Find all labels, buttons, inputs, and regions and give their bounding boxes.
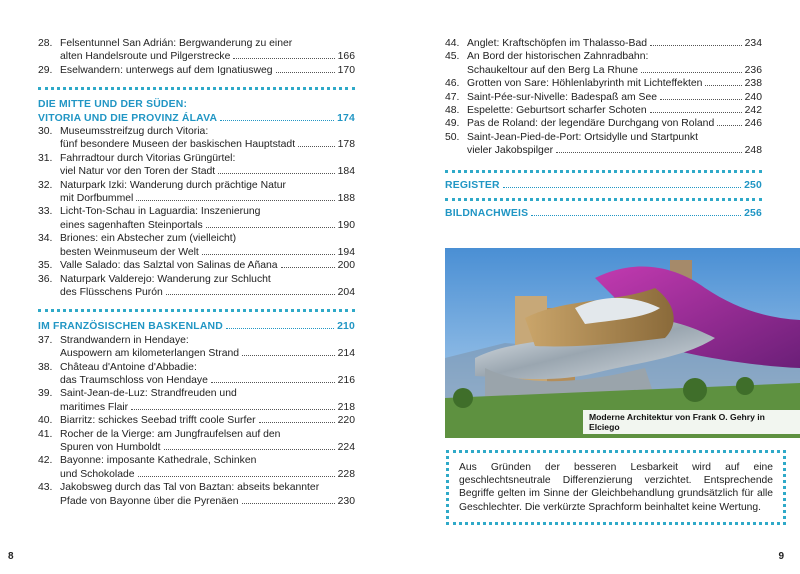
entry-number: 31. [38, 152, 53, 164]
entry-line [60, 125, 355, 138]
entry-body [60, 232, 355, 259]
toc-entry[interactable] [38, 152, 355, 179]
entry-title: Schaukeltour auf den Berg La Rhune [467, 64, 638, 76]
entry-body [60, 125, 355, 152]
entry-number: 50. [445, 131, 460, 143]
dot-leader [218, 173, 334, 174]
entry-line [60, 441, 355, 454]
entry-title: Naturpark Izki: Wanderung durch prächtige Natur [60, 179, 287, 191]
entry-number: 33. [38, 206, 53, 218]
dot-leader [166, 294, 335, 295]
entry-title: Museumsstreifzug durch Vitoria: [60, 126, 209, 138]
entry-body [467, 131, 762, 158]
entry-line [60, 232, 355, 245]
page-ref: 248 [744, 145, 762, 157]
entry-title: Felsentunnel San Adrián: Bergwanderung zu einer [60, 38, 293, 49]
entry-line [60, 387, 355, 400]
entry-title: fünf besondere Museen der baskischen Hauptstadt [60, 139, 296, 151]
entry-number: 44. [445, 38, 460, 49]
dotted-separator [445, 170, 762, 173]
entry-title: Anglet: Kraftschöpfen im Thalasso-Bad [467, 38, 648, 49]
entry-line [60, 428, 355, 441]
entry-body [60, 414, 355, 427]
entry-title: maritimes Flair [60, 401, 129, 413]
entry-title: Rocher de la Vierge: am Jungfraufelsen auf den [60, 428, 281, 440]
toc-entry[interactable] [38, 205, 355, 232]
entry-line [60, 192, 355, 205]
entry-line [467, 91, 762, 104]
entry-body [60, 152, 355, 179]
toc-group-top [38, 37, 355, 77]
page-ref: 228 [337, 468, 355, 480]
dot-leader [259, 422, 335, 423]
entry-body [467, 77, 762, 90]
dot-leader [131, 409, 335, 410]
entry-title: das Traumschloss von Hendaye [60, 374, 208, 386]
dot-leader [211, 382, 335, 383]
dot-leader [650, 112, 742, 113]
entry-title: Château d'Antoine d'Abbadie: [60, 361, 197, 373]
page-ref: 234 [744, 38, 762, 49]
dot-leader [650, 45, 742, 46]
entry-line [467, 50, 762, 63]
entry-title: mit Dorfbummel [60, 193, 134, 205]
entry-title: Naturpark Valderejo: Wanderung zur Schlucht [60, 273, 271, 285]
entry-title: Grotten von Sare: Höhlenlabyrinth mit Lichteffekten [467, 78, 703, 90]
entry-line [60, 481, 355, 494]
page-ref: 246 [744, 118, 762, 130]
entry-title: Saint-Jean-de-Luz: Strandfreuden und [60, 388, 237, 400]
entry-line [60, 37, 355, 50]
entry-body [467, 37, 762, 50]
entry-line [60, 401, 355, 414]
entry-line [60, 374, 355, 387]
dotted-separator [38, 309, 355, 312]
page-ref: 220 [337, 415, 355, 427]
page-ref: 240 [744, 91, 762, 103]
register-link[interactable]: REGISTER 250 [445, 179, 762, 191]
dot-leader [233, 58, 334, 59]
entry-line [60, 286, 355, 299]
photo-caption: Moderne Architektur von Frank O. Gehry in Elciego [583, 410, 800, 434]
entry-line [60, 495, 355, 508]
entry-line [60, 205, 355, 218]
section-heading-mitte[interactable] [38, 98, 355, 125]
toc-group-mitte [38, 125, 355, 299]
dot-leader [503, 187, 741, 188]
toc-entry[interactable] [38, 454, 355, 481]
section-heading-baskenland[interactable]: IM FRANZÖSISCHEN BASKENLAND 210 [38, 321, 355, 333]
entry-number: 29. [38, 64, 53, 76]
dot-leader [220, 120, 334, 121]
entry-number: 34. [38, 233, 53, 245]
entry-title: Saint-Jean-Pied-de-Port: Ortsidylle und Startpunkt [467, 131, 699, 143]
toc-entry[interactable] [445, 37, 762, 50]
gehry-building-photo [445, 248, 800, 438]
entry-body [60, 428, 355, 455]
entry-line [60, 64, 355, 77]
toc-entry[interactable] [38, 37, 355, 64]
toc-entry[interactable] [445, 104, 762, 117]
entry-title: Eselwandern: unterwegs auf dem Ignatiusweg [60, 64, 273, 76]
dot-leader [660, 99, 742, 100]
entry-number: 30. [38, 126, 53, 138]
entry-line [60, 347, 355, 360]
page-ref: 210 [337, 321, 355, 333]
dot-leader [226, 328, 334, 329]
dotted-separator [38, 87, 355, 90]
page-ref: 178 [337, 139, 355, 151]
toc-entry[interactable] [445, 91, 762, 104]
entry-title: Espelette: Geburtsort scharfer Schoten [467, 105, 647, 117]
entry-body [467, 104, 762, 117]
page-ref: 256 [744, 208, 762, 220]
toc-entry[interactable] [38, 273, 355, 300]
entry-number: 47. [445, 91, 460, 103]
gender-notice-box: Aus Gründen der besseren Lesbarkeit wird auf eine geschlechtsneutrale Differenzierung verzichtet. Entsprechende Begriffe gelten im Sinne der Gleichbehandlung grundsätzlich für alle Geschlechter. Die verkürzte Sprachform beinhaltet keine Wertung. [446, 450, 786, 525]
toc-entry[interactable] [38, 259, 355, 272]
entry-title: Saint-Pée-sur-Nivelle: Badespaß am See [467, 91, 658, 103]
entry-body [60, 387, 355, 414]
entry-body [60, 273, 355, 300]
page-ref: 250 [744, 179, 762, 191]
dotted-separator [445, 198, 762, 201]
entry-title: Pfade von Bayonne über die Pyrenäen [60, 495, 239, 507]
entry-body [467, 91, 762, 104]
entry-line [60, 138, 355, 151]
entry-body [60, 259, 355, 272]
entry-body [60, 205, 355, 232]
entry-line [60, 468, 355, 481]
entry-body [60, 454, 355, 481]
entry-title: Bayonne: imposante Kathedrale, Schinken [60, 455, 257, 467]
entry-body [467, 50, 762, 77]
page-ref: 190 [337, 219, 355, 231]
entry-body [467, 117, 762, 130]
entry-body [60, 64, 355, 77]
toc-entry[interactable] [38, 64, 355, 77]
section-heading-line2: VITORIA UND DIE PROVINZ ÁLAVA 174 [38, 112, 355, 124]
toc-entry[interactable] [445, 131, 762, 158]
entry-line [60, 361, 355, 374]
entry-line [467, 64, 762, 77]
entry-number: 35. [38, 260, 53, 272]
entry-body [60, 361, 355, 388]
page-ref: 204 [337, 286, 355, 298]
dot-leader [202, 254, 335, 255]
dot-leader [164, 449, 335, 450]
entry-title: An Bord der historischen Zahnradbahn: [467, 51, 649, 63]
dot-leader [138, 476, 335, 477]
toc-entry[interactable] [445, 77, 762, 90]
entry-body [60, 334, 355, 361]
entry-number: 36. [38, 273, 53, 285]
entry-title: Biarritz: schickes Seebad trifft coole Surfer [60, 415, 256, 427]
section-heading-line1: DIE MITTE UND DER SÜDEN: [38, 99, 188, 111]
entry-title: alten Handelsroute und Pilgerstrecke [60, 51, 231, 63]
entry-title: Spuren von Humboldt [60, 441, 161, 453]
toc-left [38, 37, 355, 508]
toc-entry[interactable] [38, 179, 355, 206]
entry-title: Pas de Roland: der legendäre Durchgang von Roland [467, 118, 715, 130]
dot-leader [556, 152, 742, 153]
page-number-right: 9 [778, 551, 784, 562]
entry-number: 49. [445, 118, 460, 130]
page-ref: 214 [337, 348, 355, 360]
entry-number: 38. [38, 361, 53, 373]
dot-leader [281, 267, 335, 268]
dot-leader [298, 146, 335, 147]
entry-number: 45. [445, 51, 460, 63]
entry-line [60, 273, 355, 286]
entry-line [60, 454, 355, 467]
dot-leader [206, 227, 335, 228]
toc-group-baskenland [38, 334, 355, 508]
entry-line [60, 179, 355, 192]
entry-body [60, 37, 355, 64]
toc-group-right [445, 37, 762, 158]
entry-number: 48. [445, 105, 460, 117]
toc-entry[interactable] [445, 117, 762, 130]
page-number-left: 8 [8, 551, 14, 562]
dot-leader [705, 85, 741, 86]
entry-number: 42. [38, 455, 53, 467]
page-ref: 188 [337, 193, 355, 205]
entry-number: 46. [445, 78, 460, 90]
toc-entry[interactable] [38, 428, 355, 455]
dot-leader [242, 355, 335, 356]
entry-number: 32. [38, 179, 53, 191]
toc-entry[interactable] [38, 232, 355, 259]
entry-title: Valle Salado: das Salztal von Salinas de Añana [60, 260, 278, 272]
entry-body [60, 179, 355, 206]
entry-title: Briones: ein Abstecher zum (vielleicht) [60, 233, 237, 245]
page-ref: 174 [337, 112, 355, 124]
page-ref: 218 [337, 401, 355, 413]
page-ref: 216 [337, 374, 355, 386]
page-ref: 242 [744, 105, 762, 117]
toc-entry[interactable] [445, 50, 762, 77]
entry-number: 41. [38, 428, 53, 440]
dot-leader [531, 215, 741, 216]
dot-leader [136, 200, 334, 201]
entry-line [60, 152, 355, 165]
entry-line [60, 165, 355, 178]
toc-entry[interactable] [38, 125, 355, 152]
toc-right [445, 37, 762, 220]
right-page [400, 0, 800, 574]
entry-number: 43. [38, 482, 53, 494]
entry-title: vieler Jakobspilger [467, 145, 554, 157]
entry-line [467, 37, 762, 50]
toc-entry[interactable] [38, 361, 355, 388]
entry-body [60, 481, 355, 508]
entry-title: viel Natur vor den Toren der Stadt [60, 166, 216, 178]
page-ref: 238 [744, 78, 762, 90]
dot-leader [641, 72, 742, 73]
entry-title: Auspowern am kilometerlangen Strand [60, 348, 240, 360]
page-ref: 170 [337, 64, 355, 76]
page-ref: 230 [337, 495, 355, 507]
toc-entry[interactable] [38, 387, 355, 414]
entry-line [467, 77, 762, 90]
dot-leader [276, 72, 335, 73]
toc-entry[interactable] [38, 481, 355, 508]
entry-line [467, 104, 762, 117]
entry-number: 28. [38, 38, 53, 49]
entry-line [467, 117, 762, 130]
page-ref: 166 [337, 51, 355, 63]
entry-number: 39. [38, 388, 53, 400]
dot-leader [242, 503, 335, 504]
entry-title: besten Weinmuseum der Welt [60, 246, 199, 258]
entry-title: Strandwandern in Hendaye: [60, 334, 189, 346]
entry-line [60, 219, 355, 232]
entry-line [60, 259, 355, 272]
entry-line [467, 131, 762, 144]
bildnachweis-link[interactable]: BILDNACHWEIS 256 [445, 208, 762, 220]
entry-number: 37. [38, 334, 53, 346]
page-ref: 200 [337, 260, 355, 272]
entry-line [60, 50, 355, 63]
toc-entry[interactable] [38, 334, 355, 361]
entry-title: eines sagenhaften Steinportals [60, 219, 203, 231]
entry-title: Licht-Ton-Schau in Laguardia: Inszenierung [60, 206, 261, 218]
entry-number: 40. [38, 415, 53, 427]
entry-line [467, 144, 762, 157]
entry-title: des Flüsschens Purón [60, 286, 163, 298]
entry-title: und Schokolade [60, 468, 135, 480]
entry-line [60, 246, 355, 259]
page-ref: 224 [337, 441, 355, 453]
entry-line [60, 414, 355, 427]
entry-line [60, 334, 355, 347]
entry-title: Jakobsweg durch das Tal von Baztan: abseits bekannter [60, 482, 320, 494]
page-ref: 184 [337, 166, 355, 178]
toc-entry[interactable] [38, 414, 355, 427]
dot-leader [717, 125, 741, 126]
entry-title: Fahrradtour durch Vitorias Grüngürtel: [60, 152, 236, 164]
page-ref: 236 [744, 64, 762, 76]
page-ref: 194 [337, 246, 355, 258]
